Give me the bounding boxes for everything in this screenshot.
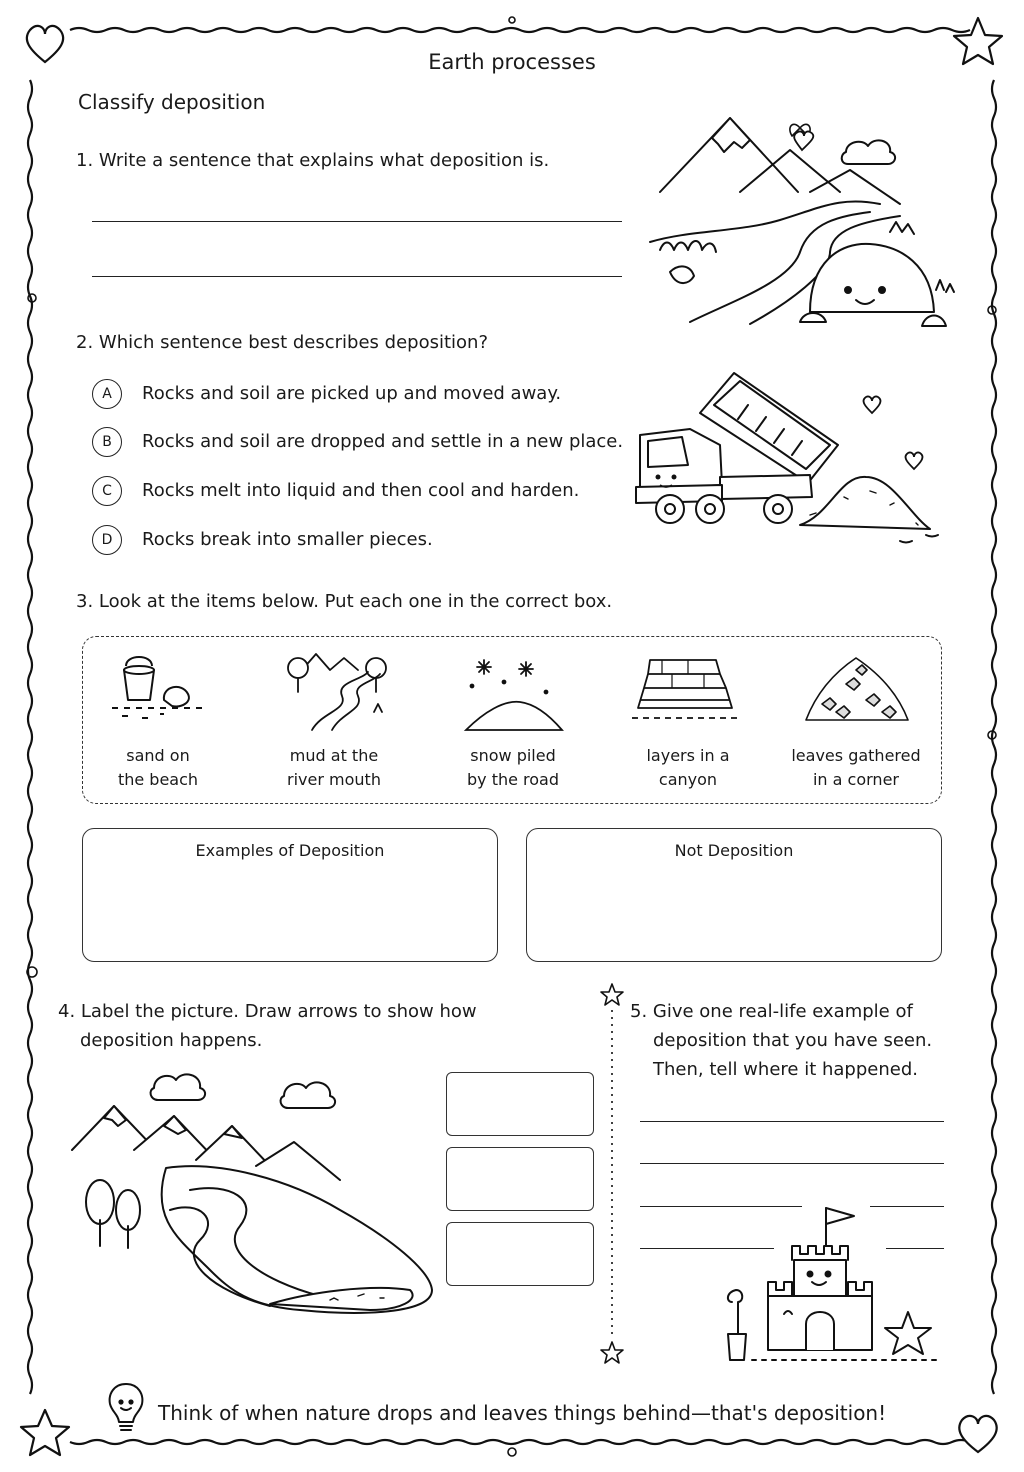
- item-label: layers in a canyon: [646, 746, 730, 789]
- heart-icon: [959, 1416, 996, 1452]
- item-label: leaves gathered in a corner: [791, 746, 921, 789]
- option-b-text: Rocks and soil are dropped and settle in a new place.: [142, 431, 624, 452]
- question-1: 1. Write a sentence that explains what deposition is.: [76, 150, 550, 171]
- canyon-layers-icon[interactable]: [632, 652, 742, 732]
- item-label: snow piled by the road: [466, 746, 560, 789]
- option-a-text: Rocks and soil are picked up and moved away.: [142, 383, 562, 404]
- answer-line[interactable]: [92, 221, 622, 222]
- answer-line[interactable]: [640, 1121, 944, 1122]
- question-2: 2. Which sentence best describes deposition?: [76, 332, 489, 353]
- label-box[interactable]: [446, 1222, 594, 1286]
- river-landscape-illustration: [70, 1070, 440, 1330]
- dump-truck-illustration: [630, 365, 950, 565]
- column-divider: [600, 982, 630, 1362]
- question-3: 3. Look at the items below. Put each one in the correct box.: [76, 591, 613, 612]
- option-b-circle[interactable]: B: [92, 427, 122, 457]
- sandcastle-illustration: [722, 1204, 952, 1364]
- mountain-river-illustration: [650, 112, 960, 332]
- box-title: Not Deposition: [674, 841, 794, 860]
- worksheet-subtitle: Classify deposition: [78, 90, 266, 114]
- option-c-text: Rocks melt into liquid and then cool and harden.: [142, 480, 580, 501]
- leaf-pile-icon[interactable]: [802, 654, 912, 730]
- option-a-circle[interactable]: A: [92, 379, 122, 409]
- sand-bucket-icon[interactable]: [112, 656, 212, 726]
- tip-text: Think of when nature drops and leaves things behind—that's deposition!: [158, 1401, 887, 1425]
- question-4: 4. Label the picture. Draw arrows to show how deposition happens.: [58, 1001, 477, 1051]
- answer-line[interactable]: [640, 1163, 944, 1164]
- lightbulb-icon: [106, 1380, 146, 1434]
- label-box[interactable]: [446, 1147, 594, 1211]
- option-d-circle[interactable]: D: [92, 525, 122, 555]
- item-label: sand on the beach: [117, 746, 199, 789]
- page-title: Earth processes: [428, 50, 596, 74]
- star-icon: [21, 1410, 69, 1455]
- question-5: 5. Give one real-life example of deposition that you have seen. Then, tell where it happened.: [630, 1001, 933, 1080]
- option-d-text: Rocks break into smaller pieces.: [142, 529, 433, 550]
- item-label: mud at the river mouth: [287, 746, 381, 789]
- river-mouth-icon[interactable]: [282, 650, 392, 730]
- snow-pile-icon[interactable]: [464, 656, 564, 736]
- answer-line[interactable]: [92, 276, 622, 277]
- box-title: Examples of Deposition: [195, 841, 385, 860]
- not-deposition-drop-box[interactable]: [526, 828, 942, 962]
- label-box[interactable]: [446, 1072, 594, 1136]
- deposition-drop-box[interactable]: [82, 828, 498, 962]
- option-c-circle[interactable]: C: [92, 476, 122, 506]
